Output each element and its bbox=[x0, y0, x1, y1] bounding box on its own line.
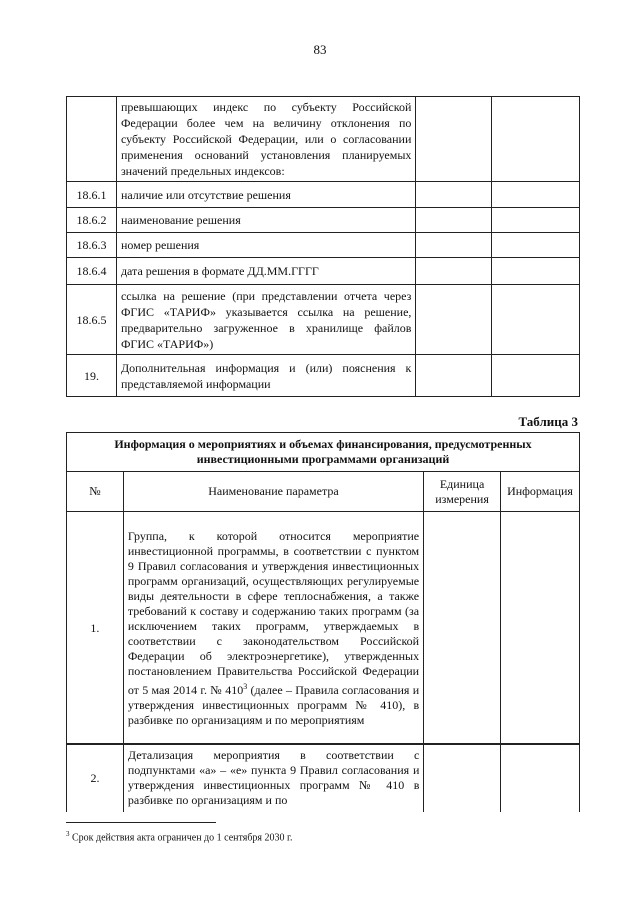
info-cell bbox=[492, 258, 580, 285]
table-row bbox=[67, 744, 580, 812]
footnote-rule bbox=[66, 822, 216, 823]
row-number: 1. bbox=[67, 512, 124, 745]
unit-cell bbox=[416, 208, 492, 233]
unit-cell bbox=[416, 258, 492, 285]
row-description: ссылка на решение (при представлении отчета через ФГИС «ТАРИФ» указывается ссылка на решение, предварительно загруженное в хранилище файлов ФГИС «ТАРИФ») bbox=[116, 285, 415, 355]
info-cell bbox=[501, 744, 580, 812]
table-row bbox=[67, 258, 580, 285]
header-info: Информация bbox=[501, 472, 580, 512]
table-row bbox=[67, 233, 580, 258]
unit-cell bbox=[416, 97, 492, 182]
unit-cell bbox=[416, 355, 492, 397]
unit-cell bbox=[416, 285, 492, 355]
row-description: превышающих индекс по субъекту Российской Федерации более чем на величину отклонения по субъекту Российской Федерации, или о согласовании применения оснований установления планируемых значений предельных индексов: bbox=[116, 97, 415, 182]
footnote-mark: 3 bbox=[243, 681, 248, 691]
footnote bbox=[66, 830, 292, 843]
row-description: наименование решения bbox=[116, 208, 415, 233]
table-3 bbox=[66, 432, 580, 745]
row-number bbox=[67, 97, 117, 182]
row-description: дата решения в формате ДД.ММ.ГГГГ bbox=[116, 258, 415, 285]
row-description: Группа, к которой относится мероприятие инвестиционной программы, в соответствии с пунктом 9 Правил согласования и утверждения инвестиционных программ организаций, осуществляющих регулируемые виды деятельности в сфере теплоснабжения, а также требований к составу и содержанию таких программ (за исключением таких программ, утверждаемых в соответствии с законодательством Российской Федерации об электроэнергетике), утвержденных постановлением Правительства Российской Федерации от 5 мая 2014 г. № $410^3$ (далее – Правила согласования и утверждения инвестиционных программ № 410), в разбивке по организациям и по мероприятиям bbox=[123, 512, 423, 745]
info-cell bbox=[492, 97, 580, 182]
table-row bbox=[67, 355, 580, 397]
table-row bbox=[67, 285, 580, 355]
row-description: наличие или отсутствие решения bbox=[116, 182, 415, 208]
page-number: 83 bbox=[313, 42, 327, 57]
row-number: 19. bbox=[67, 355, 117, 397]
unit-cell bbox=[416, 233, 492, 258]
header-name: Наименование параметра bbox=[123, 472, 423, 512]
header-num: № bbox=[67, 472, 124, 512]
footnote-text: Срок действия акта ограничен до 1 сентября 2030 г. bbox=[69, 832, 293, 844]
info-cell bbox=[492, 208, 580, 233]
table-row bbox=[67, 512, 580, 745]
row-description: Дополнительная информация и (или) пояснения к представляемой информации bbox=[116, 355, 415, 397]
row-number: 18.6.3 bbox=[67, 233, 117, 258]
table-row bbox=[67, 208, 580, 233]
table-3-continued bbox=[66, 743, 580, 812]
row-number: 18.6.1 bbox=[67, 182, 117, 208]
info-cell bbox=[492, 285, 580, 355]
table-label: Таблица 3 bbox=[518, 414, 578, 429]
table-top bbox=[66, 96, 580, 397]
row-number: 18.6.2 bbox=[67, 208, 117, 233]
unit-cell bbox=[416, 182, 492, 208]
row-number: 18.6.5 bbox=[67, 285, 117, 355]
unit-cell bbox=[424, 744, 501, 812]
row-number: 2. bbox=[67, 744, 124, 812]
header-unit: Единица измерения bbox=[424, 472, 501, 512]
info-cell bbox=[492, 182, 580, 208]
info-cell bbox=[501, 512, 580, 745]
table-row bbox=[67, 182, 580, 208]
info-cell bbox=[492, 233, 580, 258]
row-number: 18.6.4 bbox=[67, 258, 117, 285]
table-3-title: Информация о мероприятиях и объемах финансирования, предусмотренных инвестиционными программами организаций bbox=[67, 433, 580, 472]
footnote-mark: 3 bbox=[66, 830, 70, 838]
table-row bbox=[67, 97, 580, 182]
info-cell bbox=[492, 355, 580, 397]
row-description: номер решения bbox=[116, 233, 415, 258]
row-description: Детализация мероприятия в соответствии с подпунктами «а» – «е» пункта 9 Правил согласования и утверждения инвестиционных программ № 410 в разбивке по организациям и по bbox=[123, 744, 423, 812]
unit-cell bbox=[424, 512, 501, 745]
